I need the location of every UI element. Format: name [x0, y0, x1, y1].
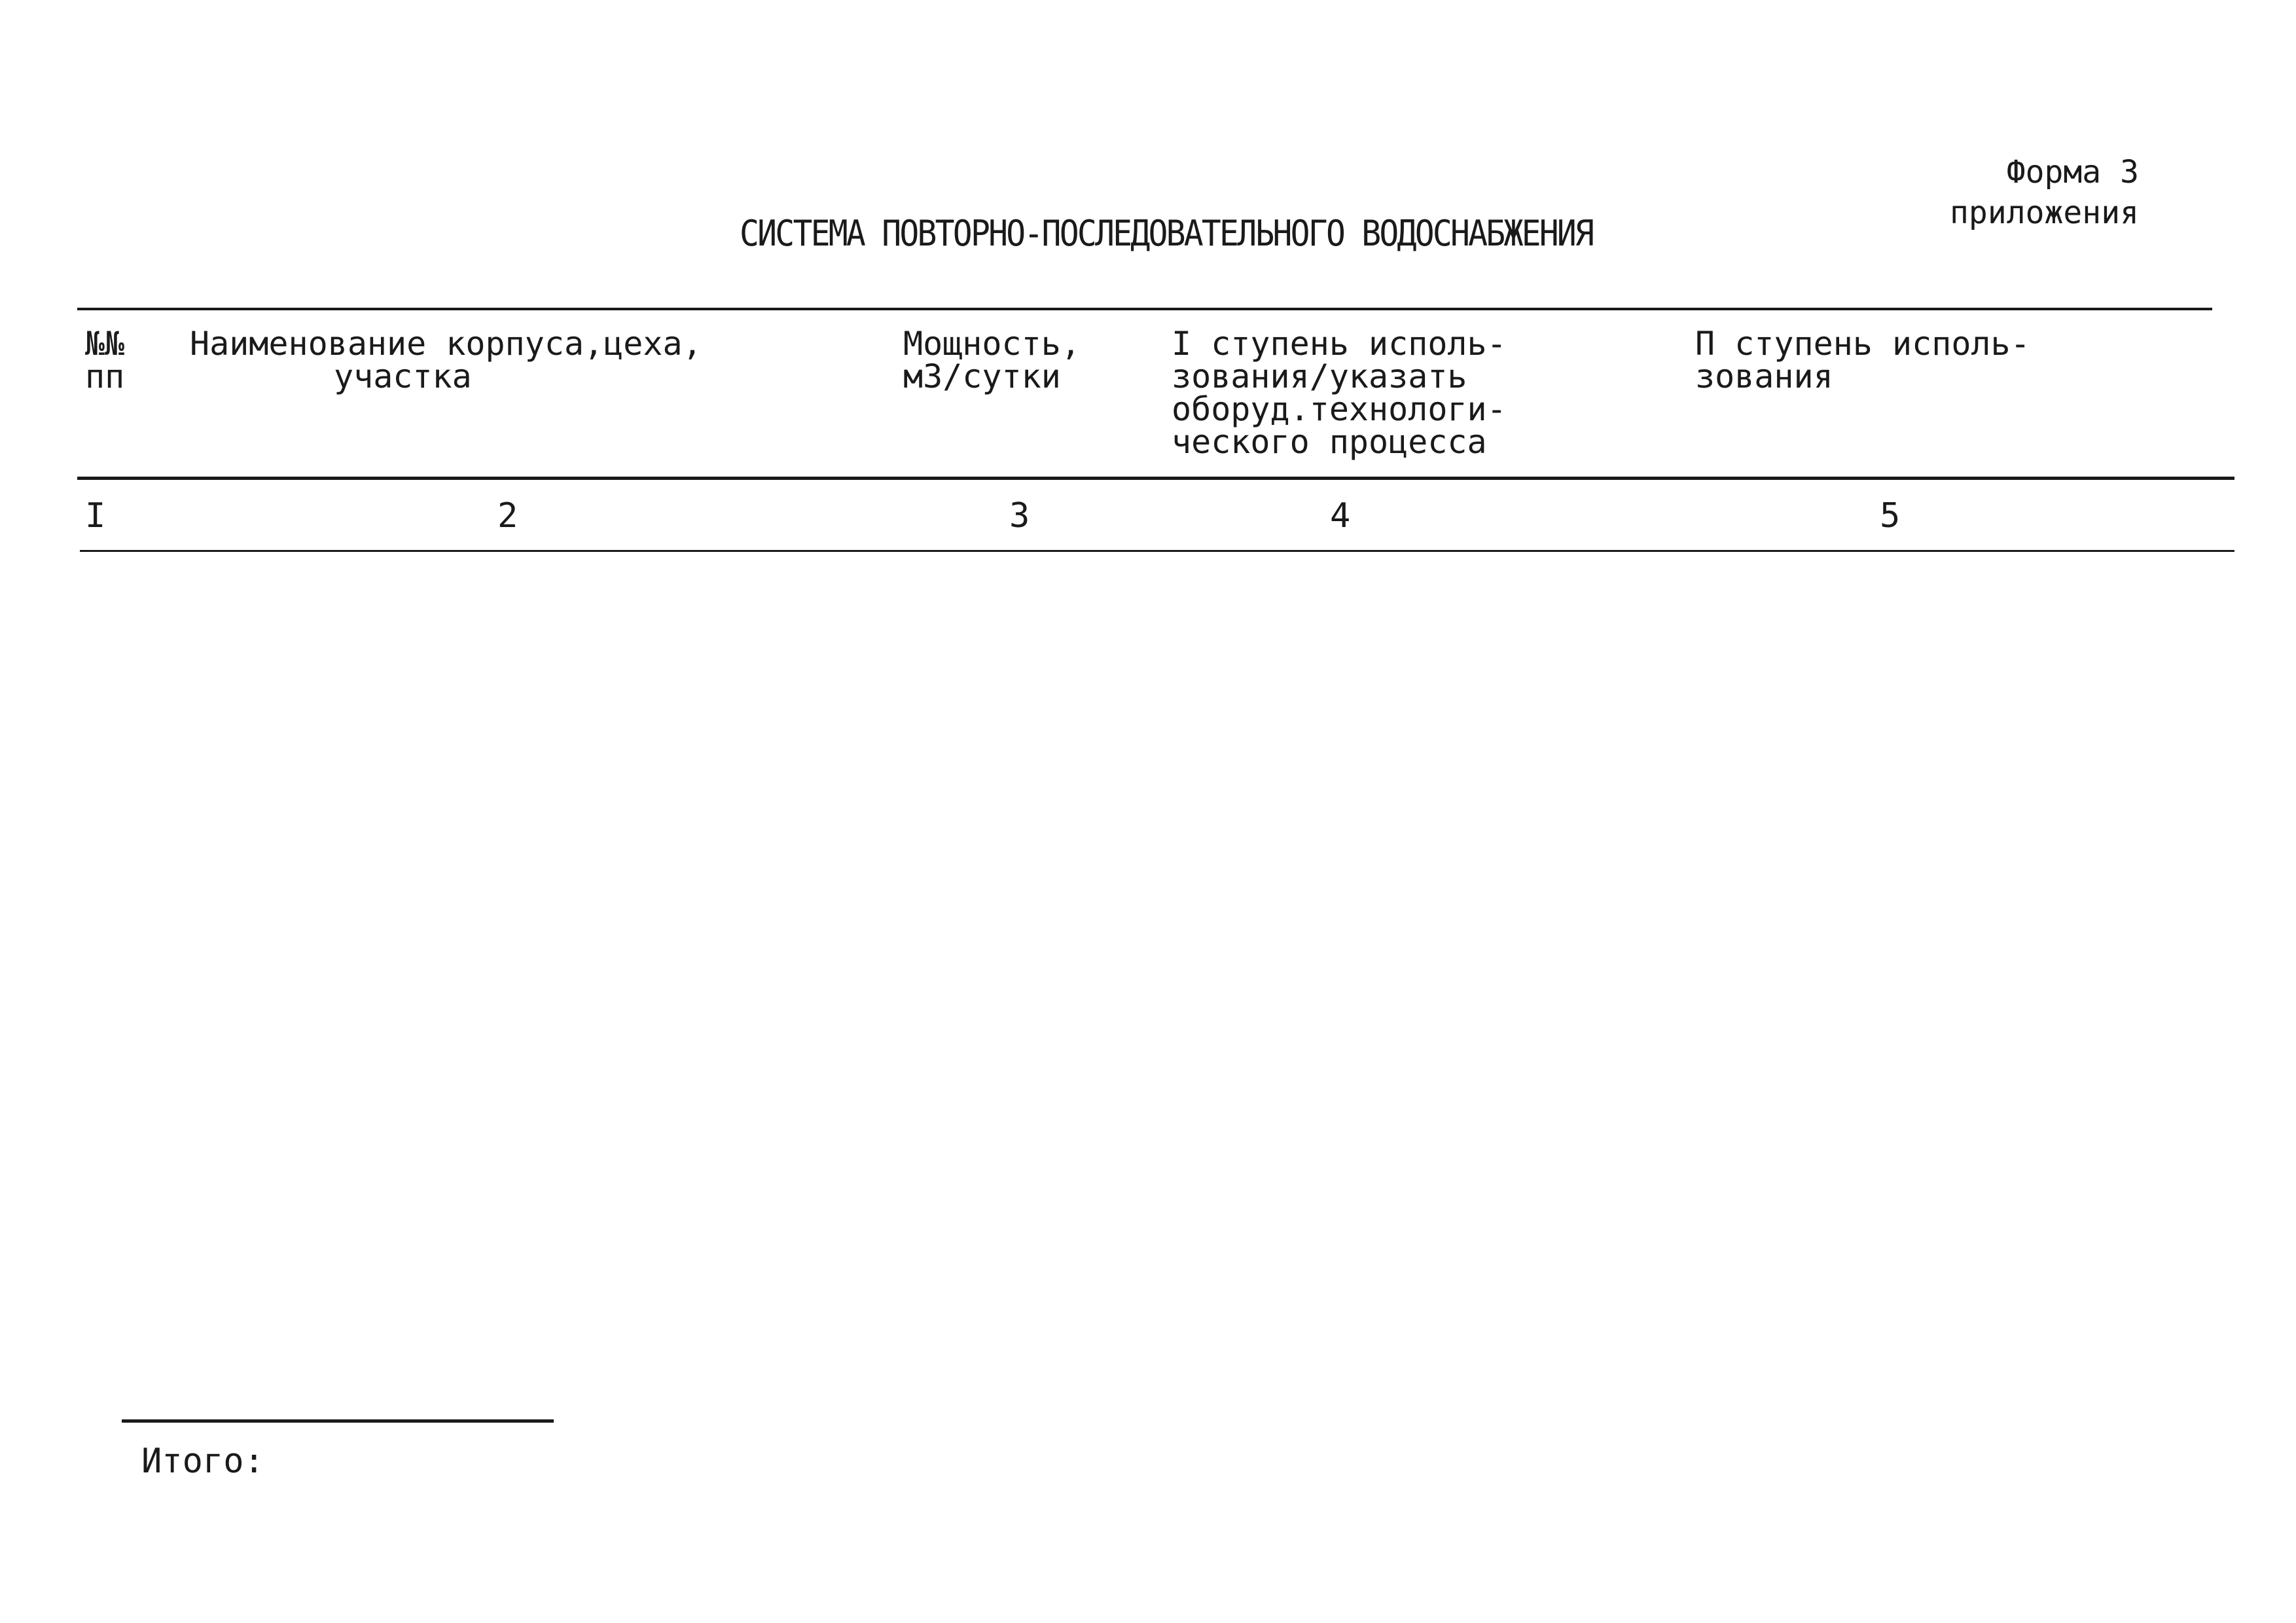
table-top-rule [77, 308, 2212, 310]
col-number-1: I [85, 496, 106, 536]
header-col-2-line2: участка [334, 357, 472, 395]
header-col-1 [85, 327, 124, 393]
number-row-bottom-rule [80, 550, 2234, 552]
header-col-2-line1: Наименование корпуса,цеха, [190, 325, 702, 363]
header-col-4-line2: зования/указать [1172, 357, 1467, 395]
header-bottom-rule [77, 477, 2234, 480]
header-col-3-line2: м3/сутки [903, 357, 1061, 395]
header-col-4-line3: оборуд.технологи- [1172, 390, 1507, 428]
form-note [1950, 152, 2139, 233]
header-col-5-line2: зования [1695, 357, 1833, 395]
header-col-2 [190, 327, 702, 393]
header-col-4-line1: I ступень исполь- [1172, 325, 1507, 363]
header-col-4-line4: ческого процесса [1172, 423, 1487, 461]
col-number-2: 2 [497, 496, 518, 536]
document-title: СИСТЕМА ПОВТОРНО-ПОСЛЕДОВАТЕЛЬНОГО ВОДОСНАБЖЕНИЯ [740, 213, 1593, 254]
col-number-3: 3 [1009, 496, 1030, 536]
col-number-5: 5 [1880, 496, 1901, 536]
form-note-line1: Форма 3 [2006, 154, 2139, 191]
header-col-5 [1695, 327, 2030, 393]
total-rule [122, 1419, 554, 1423]
header-col-5-line1: П ступень исполь- [1695, 325, 2030, 363]
total-label: Итого: [141, 1442, 264, 1481]
header-col-3-line1: Мощность, [903, 325, 1081, 363]
header-col-1-line1: №№ [85, 325, 125, 363]
header-col-3 [903, 327, 1081, 393]
col-number-4: 4 [1330, 496, 1351, 536]
form-note-line2: приложения [1950, 194, 2139, 231]
header-col-4 [1172, 325, 1507, 461]
header-col-1-line2: пп [85, 357, 125, 395]
